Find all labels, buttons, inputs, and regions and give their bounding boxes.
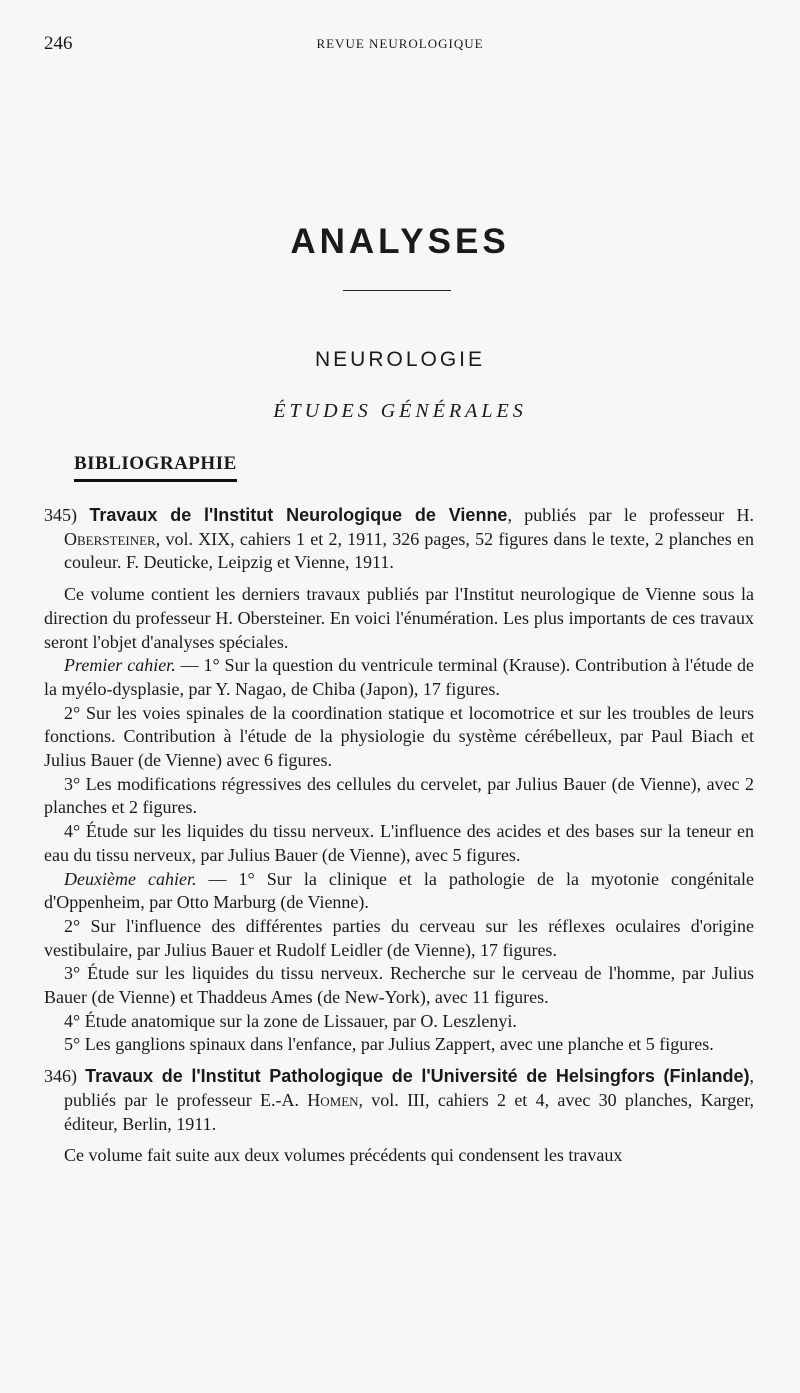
entry-title: Travaux de l'Institut Neurologique de Vienne (89, 505, 508, 525)
section-heading: NEUROLOGIE (314, 348, 486, 371)
entry-text: , publiés par le professeur E.-A. (64, 1066, 754, 1110)
paragraph (44, 868, 754, 915)
entry-number: 345) (44, 505, 90, 525)
paragraph: 4° Étude anatomique sur la zone de Lissauer, par O. Leszlenyi. (64, 1010, 517, 1031)
paragraph-text: — 1° Sur la question du ventricule terminal (Krause). Contribution à l'étude de la myélo-dysplasie, par Y. Nagao, de Chiba (Japon), 17 figures. (44, 655, 754, 699)
entry-number: 346) (44, 1066, 86, 1087)
paragraph: 4° Étude sur les liquides du tissu nerveux. L'influence des acides et des bases sur la teneur en eau du tissu nerveux, par Julius Bauer (de Vienne), avec 5 figures. (44, 821, 754, 865)
paragraph-text: — 1° Sur la clinique et la pathologie de la myotonie congénitale d'Oppenheim, par Otto Marburg (de Vienne). (44, 868, 754, 913)
paragraph: Ce volume fait suite aux deux volumes précédents qui condensent les travaux (64, 1145, 623, 1166)
entry-title: Travaux de l'Institut Pathologique de l'Université de Helsingfors (Finlande) (85, 1066, 750, 1087)
running-title: REVUE NEUROLOGIQUE (316, 36, 484, 51)
body-text (44, 504, 754, 1168)
paragraph: 3° Étude sur les liquides du tissu nerveux. Recherche sur le cerveau de l'homme, par Julius Bauer (de Vienne) et Thaddeus Ames (de New-York), avec 11 figures. (44, 963, 754, 1008)
page-number: 246 (44, 33, 73, 54)
subsection-heading: ÉTUDES GÉNÉRALES (273, 400, 527, 422)
paragraph: 5° Les ganglions spinaux dans l'enfance, par Julius Zappert, avec une planche et 5 figures. (64, 1034, 714, 1055)
entry-author: Obersteiner (64, 528, 156, 549)
entry-text: , vol. XIX, cahiers 1 et 2, 1911, 326 pages, 52 figures dans le texte, 2 planches en couleur. F. Deuticke, Leipzig et Vienne, 1911. (64, 528, 754, 573)
cahier-label: Deuxième cahier. (64, 868, 197, 889)
entry-text: , publiés par le professeur H. (507, 505, 754, 525)
cahier-label: Premier cahier. (64, 655, 176, 676)
paragraph (44, 654, 754, 701)
paragraph: 2° Sur les voies spinales de la coordination statique et locomotrice et sur les troubles de leurs fonctions. Contribution à l'étude de la physiologie du système cérébelleux, par Paul Biach et Julius Bauer (de Vienne) avec 6 figures. (44, 702, 754, 771)
paragraph: 2° Sur l'influence des différentes parties du cerveau sur les réflexes oculaires d'origine vestibulaire, par Julius Bauer et Rudolf Leidler (de Vienne), 17 figures. (44, 915, 754, 960)
bibliography-heading: BIBLIOGRAPHIE (74, 453, 237, 482)
page-title: ANALYSES (290, 222, 510, 261)
title-divider (343, 290, 451, 291)
entry-346 (44, 1065, 754, 1136)
entry-author: Homen (307, 1089, 359, 1110)
entry-text: , vol. III, cahiers 2 et 4, avec 30 planches, Karger, éditeur, Berlin, 1911. (64, 1089, 754, 1134)
paragraph: 3° Les modifications régressives des cellules du cervelet, par Julius Bauer (de Vienne), avec 2 planches et 2 figures. (44, 773, 754, 818)
entry-345 (44, 504, 754, 575)
paragraph: Ce volume contient les derniers travaux publiés par l'Institut neurologique de Vienne sous la direction du professeur H. Obersteiner. En voici l'énumération. Les plus importants de ces travaux seront l'objet d'analyses spéciales. (44, 584, 754, 652)
